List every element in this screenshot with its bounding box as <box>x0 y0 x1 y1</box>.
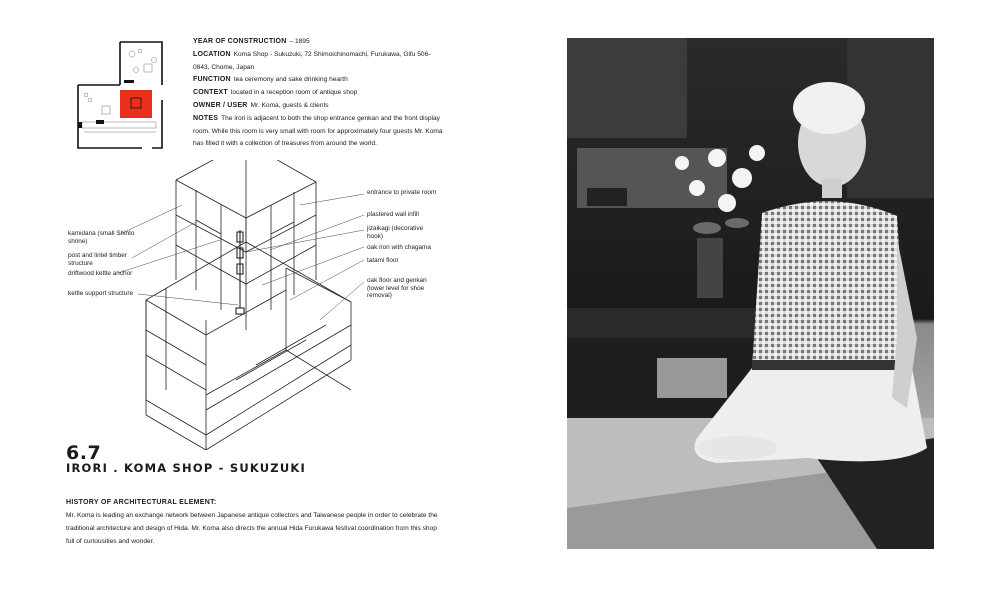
label-oak-floor: oak floor and genkan (lower level for shoe removal) <box>367 277 427 300</box>
label-jizaikagi: jizaikagi (decorative hook) <box>367 225 424 240</box>
info-location-value: Koma Shop - Sukuzuki, 72 Shimoichinomachi, Furukawa, Gifu 506-0843, Chome, Japan <box>193 50 431 71</box>
label-entrance: entrance to private room <box>367 189 437 196</box>
label-plastered-wall: plastered wall infill <box>367 211 419 218</box>
info-year-value: – 1895 <box>289 38 310 45</box>
label-post-lintel: post and lintel timber structure <box>68 252 127 267</box>
label-kamidana: kamidana (small Shinto shrine) <box>68 230 135 245</box>
info-owner-label: OWNER / USER <box>193 101 248 109</box>
info-notes-label: NOTES <box>193 114 219 122</box>
section-title: IRORI . KOMA SHOP - SUKUZUKI <box>66 461 306 475</box>
label-oak-irori: oak irori with chagama <box>367 244 431 251</box>
photo-mr-koma <box>567 38 934 549</box>
info-owner-value: Mr. Koma, guests & clients <box>250 101 329 109</box>
info-context-label: CONTEXT <box>193 89 228 97</box>
label-kettle-support: kettle support structure <box>68 290 134 297</box>
info-function-value: tea ceremony and sake drinking hearth <box>233 76 348 84</box>
info-notes-value: The irori is adjacent to both the shop entrance genkan and the front display room. While this room is very small with room for approximately four guests Mr. Koma has filled it with a collection of treasures from around the world. <box>193 114 443 148</box>
history-body: Mr. Koma is leading an exchange network between Japanese antique collectors and Taiwanese people in order to celebrate the traditional architecture and design of Hida. Mr. Koma also directs the annual Hida Furukawa festival coordination from this shop full of curiousities and wonder. <box>66 512 438 545</box>
section-number: 6.7 <box>66 442 102 464</box>
info-location-label: LOCATION <box>193 50 231 58</box>
info-year-label: YEAR OF CONSTRUCTION <box>193 38 287 45</box>
label-tatami: tatami floor <box>367 257 399 264</box>
history-heading: HISTORY OF ARCHITECTURAL ELEMENT: <box>66 499 217 506</box>
info-context-value: located in a reception room of antique shop <box>230 89 358 97</box>
label-driftwood: driftwood kettle anchor <box>68 270 133 277</box>
info-function-label: FUNCTION <box>193 76 231 84</box>
